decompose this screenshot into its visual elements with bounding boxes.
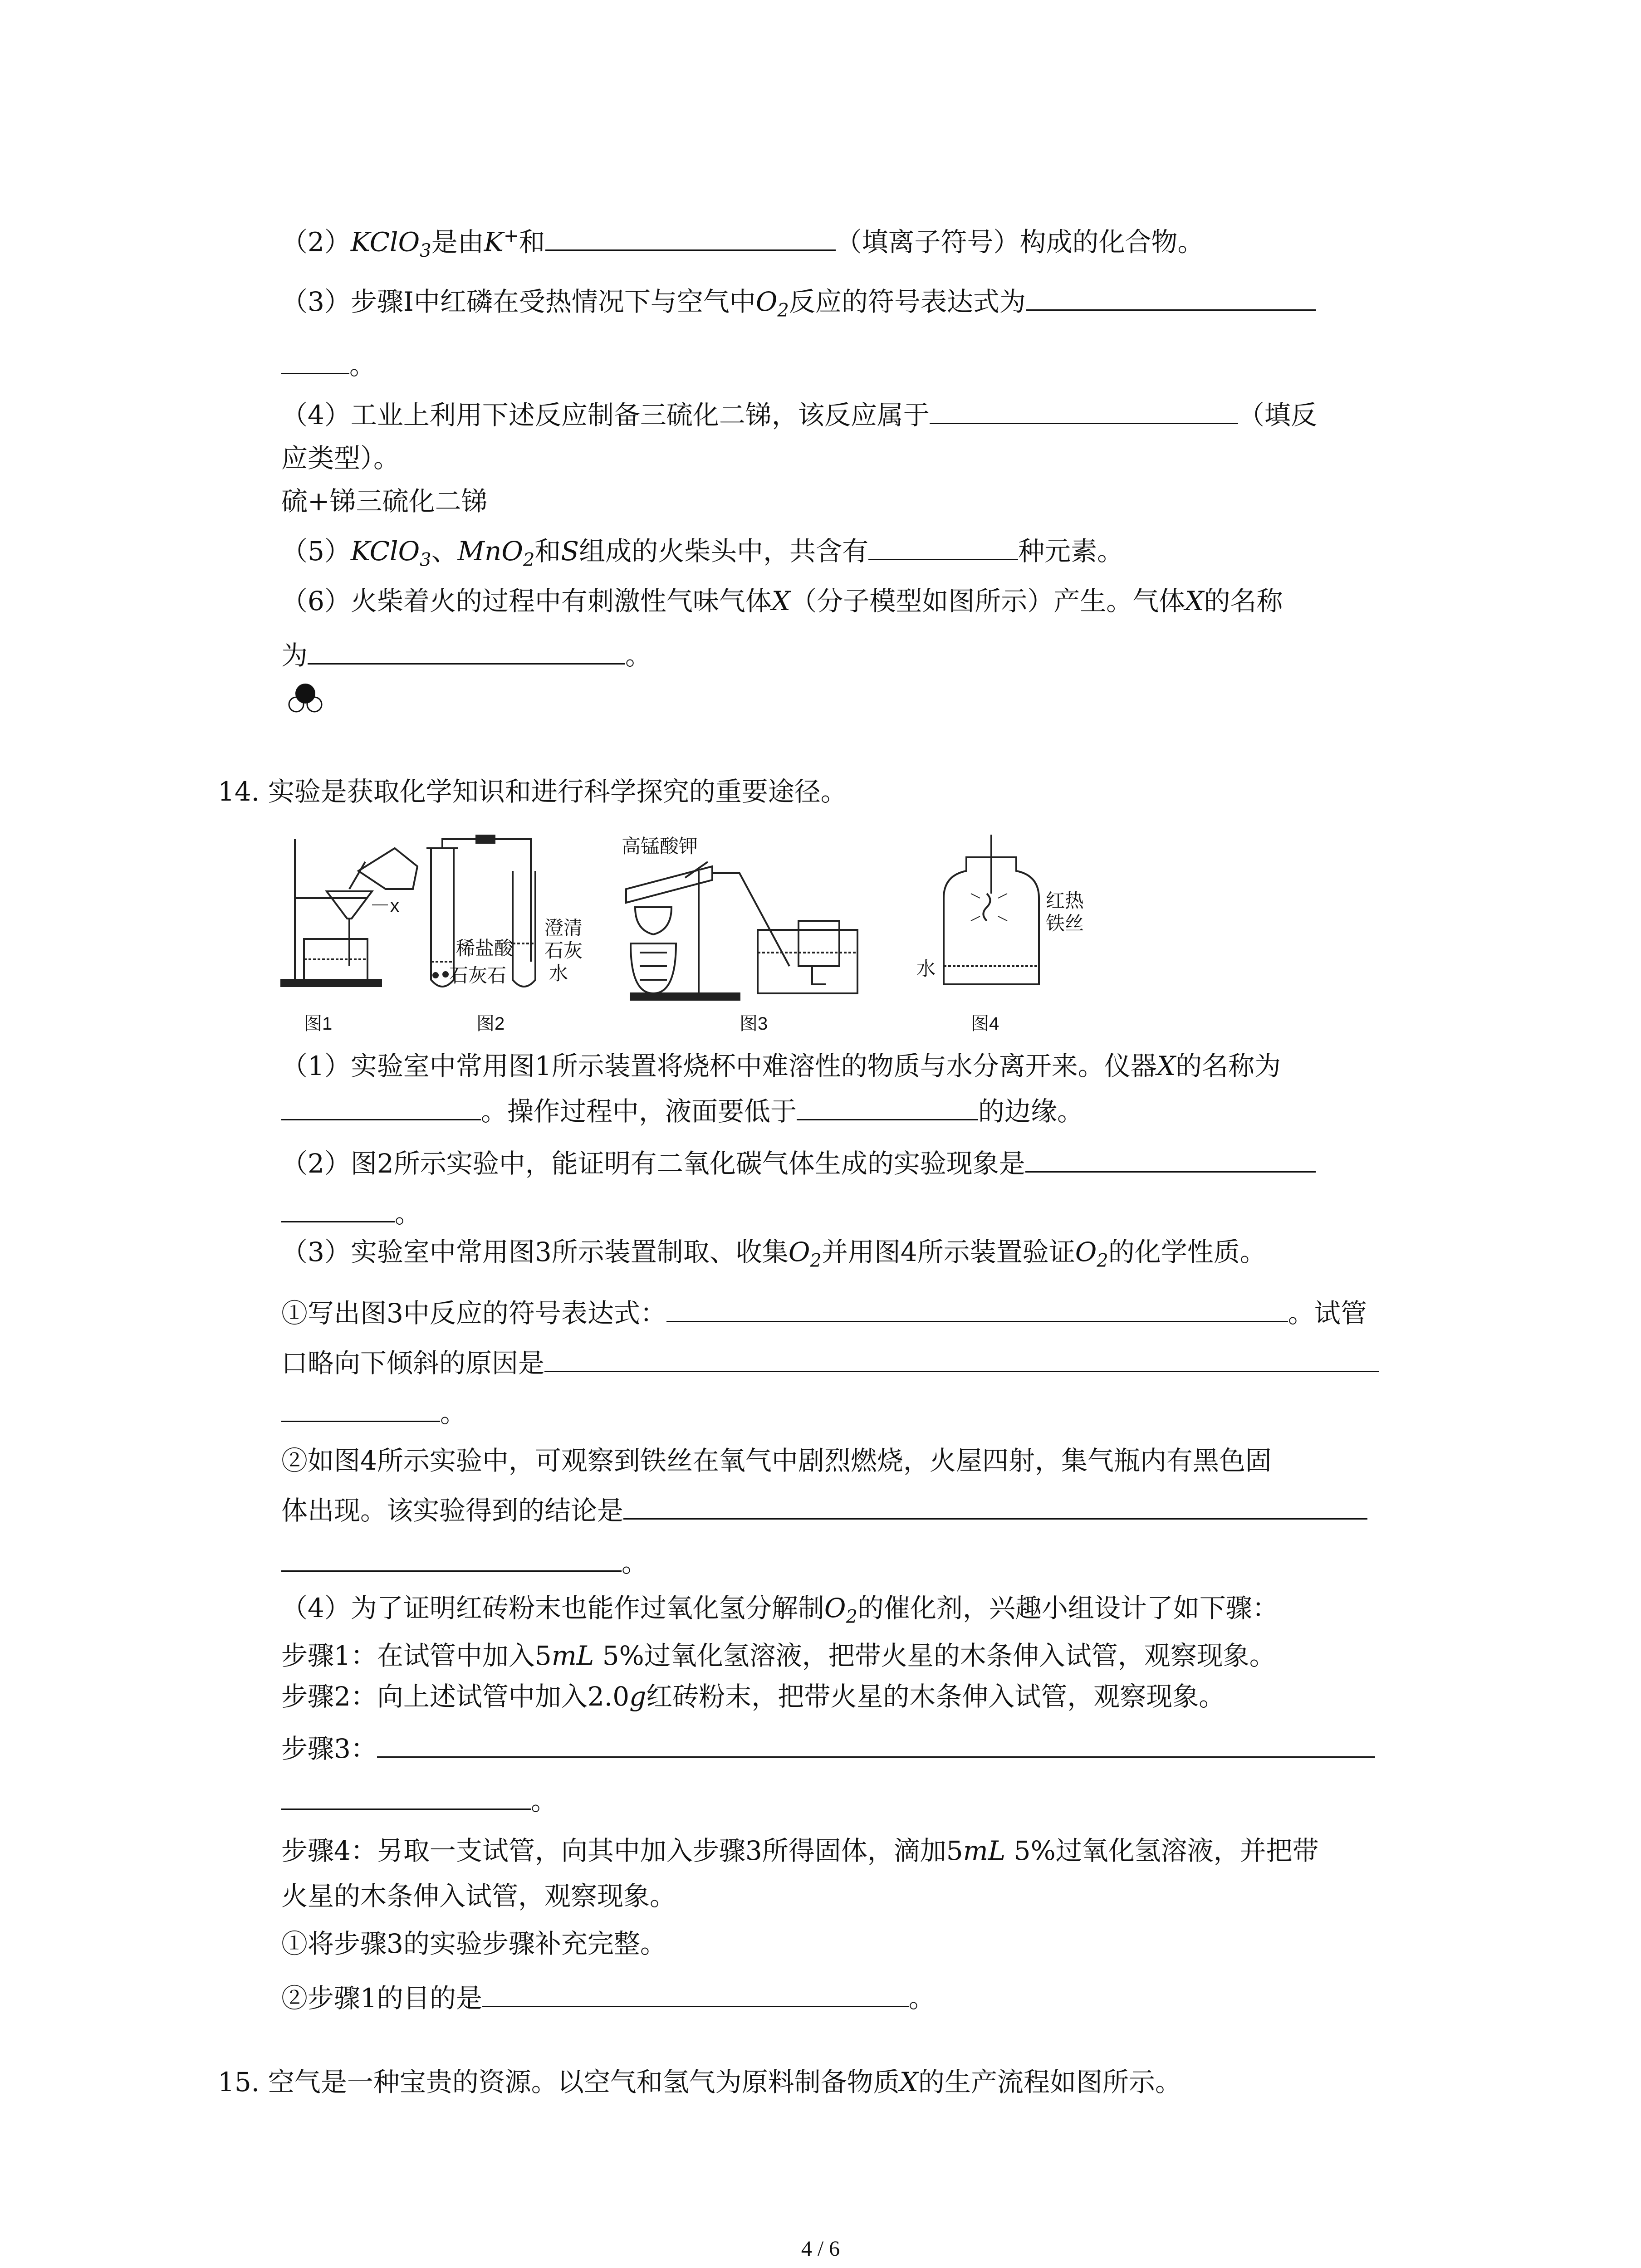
answer-blank[interactable] [1026, 281, 1316, 311]
q14-step4-cont: 火星的木条伸入试管，观察现象。 [281, 1881, 676, 1911]
q14-part2-cont: 。 [281, 1193, 421, 1232]
q13-part4-equation: 硫+锑三硫化二锑 [281, 486, 488, 517]
q14-step3-cont: 。 [281, 1780, 557, 1819]
answer-blank[interactable] [281, 1193, 395, 1222]
q14-part2: （2）图2所示实验中，能证明有二氧化碳气体生成的实验现象是 [281, 1143, 1316, 1182]
answer-blank[interactable] [281, 1091, 481, 1120]
answer-blank[interactable] [281, 1542, 622, 1572]
answer-blank[interactable] [482, 1978, 909, 2007]
q14-figures [277, 830, 1084, 1039]
fig2-lime-label-1: 澄清 [544, 917, 583, 938]
q14-part3-i-cont: 口略向下倾斜的原因是 [281, 1343, 1379, 1381]
answer-blank[interactable] [545, 221, 836, 251]
q14-part3-ii-cont2: 。 [281, 1542, 648, 1581]
q14-part4: （4）为了证明红砖粉末也能作过氧化氢分解制$O_2$的催化剂，兴趣小组设计了如下骤： [281, 1593, 1279, 1628]
fig2-stone-label: 石灰石 [449, 965, 507, 986]
fig3-reagent-label: 高锰酸钾 [622, 836, 698, 857]
answer-blank[interactable] [281, 1393, 440, 1422]
figure-2-co2 [426, 836, 535, 987]
answer-blank[interactable] [377, 1728, 1375, 1758]
q14-title: 14. 实验是获取化学知识和进行科学探究的重要途径。 [218, 776, 847, 807]
answer-blank[interactable] [797, 1091, 978, 1120]
fig2-lime-label-2: 石灰 [544, 940, 583, 961]
q13-part3-cont: 。 [281, 345, 376, 383]
page-number: 4 / 6 [801, 2237, 840, 2261]
fig4-label: 图4 [971, 1014, 999, 1034]
q13-part4: （4）工业上利用下述反应制备三硫化二锑，该反应属于 （填反 [281, 395, 1317, 433]
q13-part3: （3）步骤Ⅰ中红磷在受热情况下与空气中$O_2$反应的符号表达式为 [281, 281, 1316, 329]
fig2-label: 图2 [476, 1014, 505, 1034]
figure-3-oxygen-prep [626, 862, 857, 1000]
fig2-lime-label-3: 水 [549, 963, 568, 984]
fig3-label: 图3 [740, 1014, 768, 1034]
q14-step1: 步骤1：在试管中加入5mL 5%过氧化氢溶液，把带火星的木条伸入试管，观察现象。 [281, 1640, 1276, 1671]
q14-part3: （3）实验室中常用图3所示装置制取、收集$O_2$并用图4所示装置验证$O_2$的化学性质。 [281, 1237, 1266, 1271]
fig1-label: 图1 [304, 1014, 333, 1034]
q13-part6-cont: 为 。 [281, 635, 652, 674]
fig4-water-label: 水 [916, 958, 936, 979]
answer-blank[interactable] [281, 345, 349, 374]
fig4-wire-label-2: 铁丝 [1046, 913, 1084, 934]
q14-part3-i-cont2: 。 [281, 1393, 466, 1431]
q14-step3: 步骤3： [281, 1728, 1375, 1767]
q13-part2: （2）KClO$_3$是由K+和 （填离子符号）构成的化合物。 [281, 218, 1204, 269]
molecule-model-icon [279, 678, 329, 714]
answer-blank[interactable] [868, 531, 1018, 560]
q13-part4-cont: 应类型）。 [281, 443, 400, 474]
q13-part6: （6）火柴着火的过程中有刺激性气味气体X（分子模型如图所示）产生。气体X的名称 [281, 586, 1283, 616]
answer-blank[interactable] [666, 1293, 1288, 1322]
fig1-x-label: x [390, 896, 399, 916]
fig4-wire-label-1: 红热 [1046, 890, 1084, 911]
q14-part1: （1）实验室中常用图1所示装置将烧杯中难溶性的物质与水分离开来。仪器X的名称为 [281, 1051, 1281, 1081]
q14-step2: 步骤2：向上述试管中加入2.0g红砖粉末，把带火星的木条伸入试管，观察现象。 [281, 1681, 1225, 1712]
q14-sub1: ①将步骤3的实验步骤补充完整。 [281, 1928, 666, 1959]
answer-blank[interactable] [1025, 1143, 1316, 1173]
q14-part3-i: ①写出图3中反应的符号表达式： 。试管 [281, 1293, 1367, 1331]
figure-4-iron-wire [944, 835, 1039, 984]
fig2-acid-label: 稀盐酸 [456, 938, 514, 959]
q14-part3-ii-cont: 体出现。该实验得到的结论是 [281, 1490, 1367, 1529]
q15-title: 15. 空气是一种宝贵的资源。以空气和氢气为原料制备物质X的生产流程如图所示。 [218, 2067, 1182, 2097]
q14-part1-cont: 。操作过程中，液面要低于 的边缘。 [281, 1091, 1083, 1129]
answer-blank[interactable] [281, 1780, 531, 1810]
q14-part3-ii: ②如图4所示实验中，可观察到铁丝在氧气中剧烈燃烧，火屋四射，集气瓶内有黑色固 [281, 1445, 1272, 1476]
answer-blank[interactable] [308, 635, 625, 665]
q14-sub2: ②步骤1的目的是 。 [281, 1978, 935, 2016]
answer-blank[interactable] [930, 395, 1238, 424]
answer-blank[interactable] [544, 1343, 1379, 1372]
q14-step4: 步骤4：另取一支试管，向其中加入步骤3所得固体，滴加5mL 5%过氧化氢溶液，并把带 [281, 1835, 1319, 1866]
answer-blank[interactable] [623, 1490, 1367, 1520]
q13-part5: （5）KClO$_3$、MnO$_2$和S组成的火柴头中，共含有 种元素。 [281, 531, 1123, 578]
